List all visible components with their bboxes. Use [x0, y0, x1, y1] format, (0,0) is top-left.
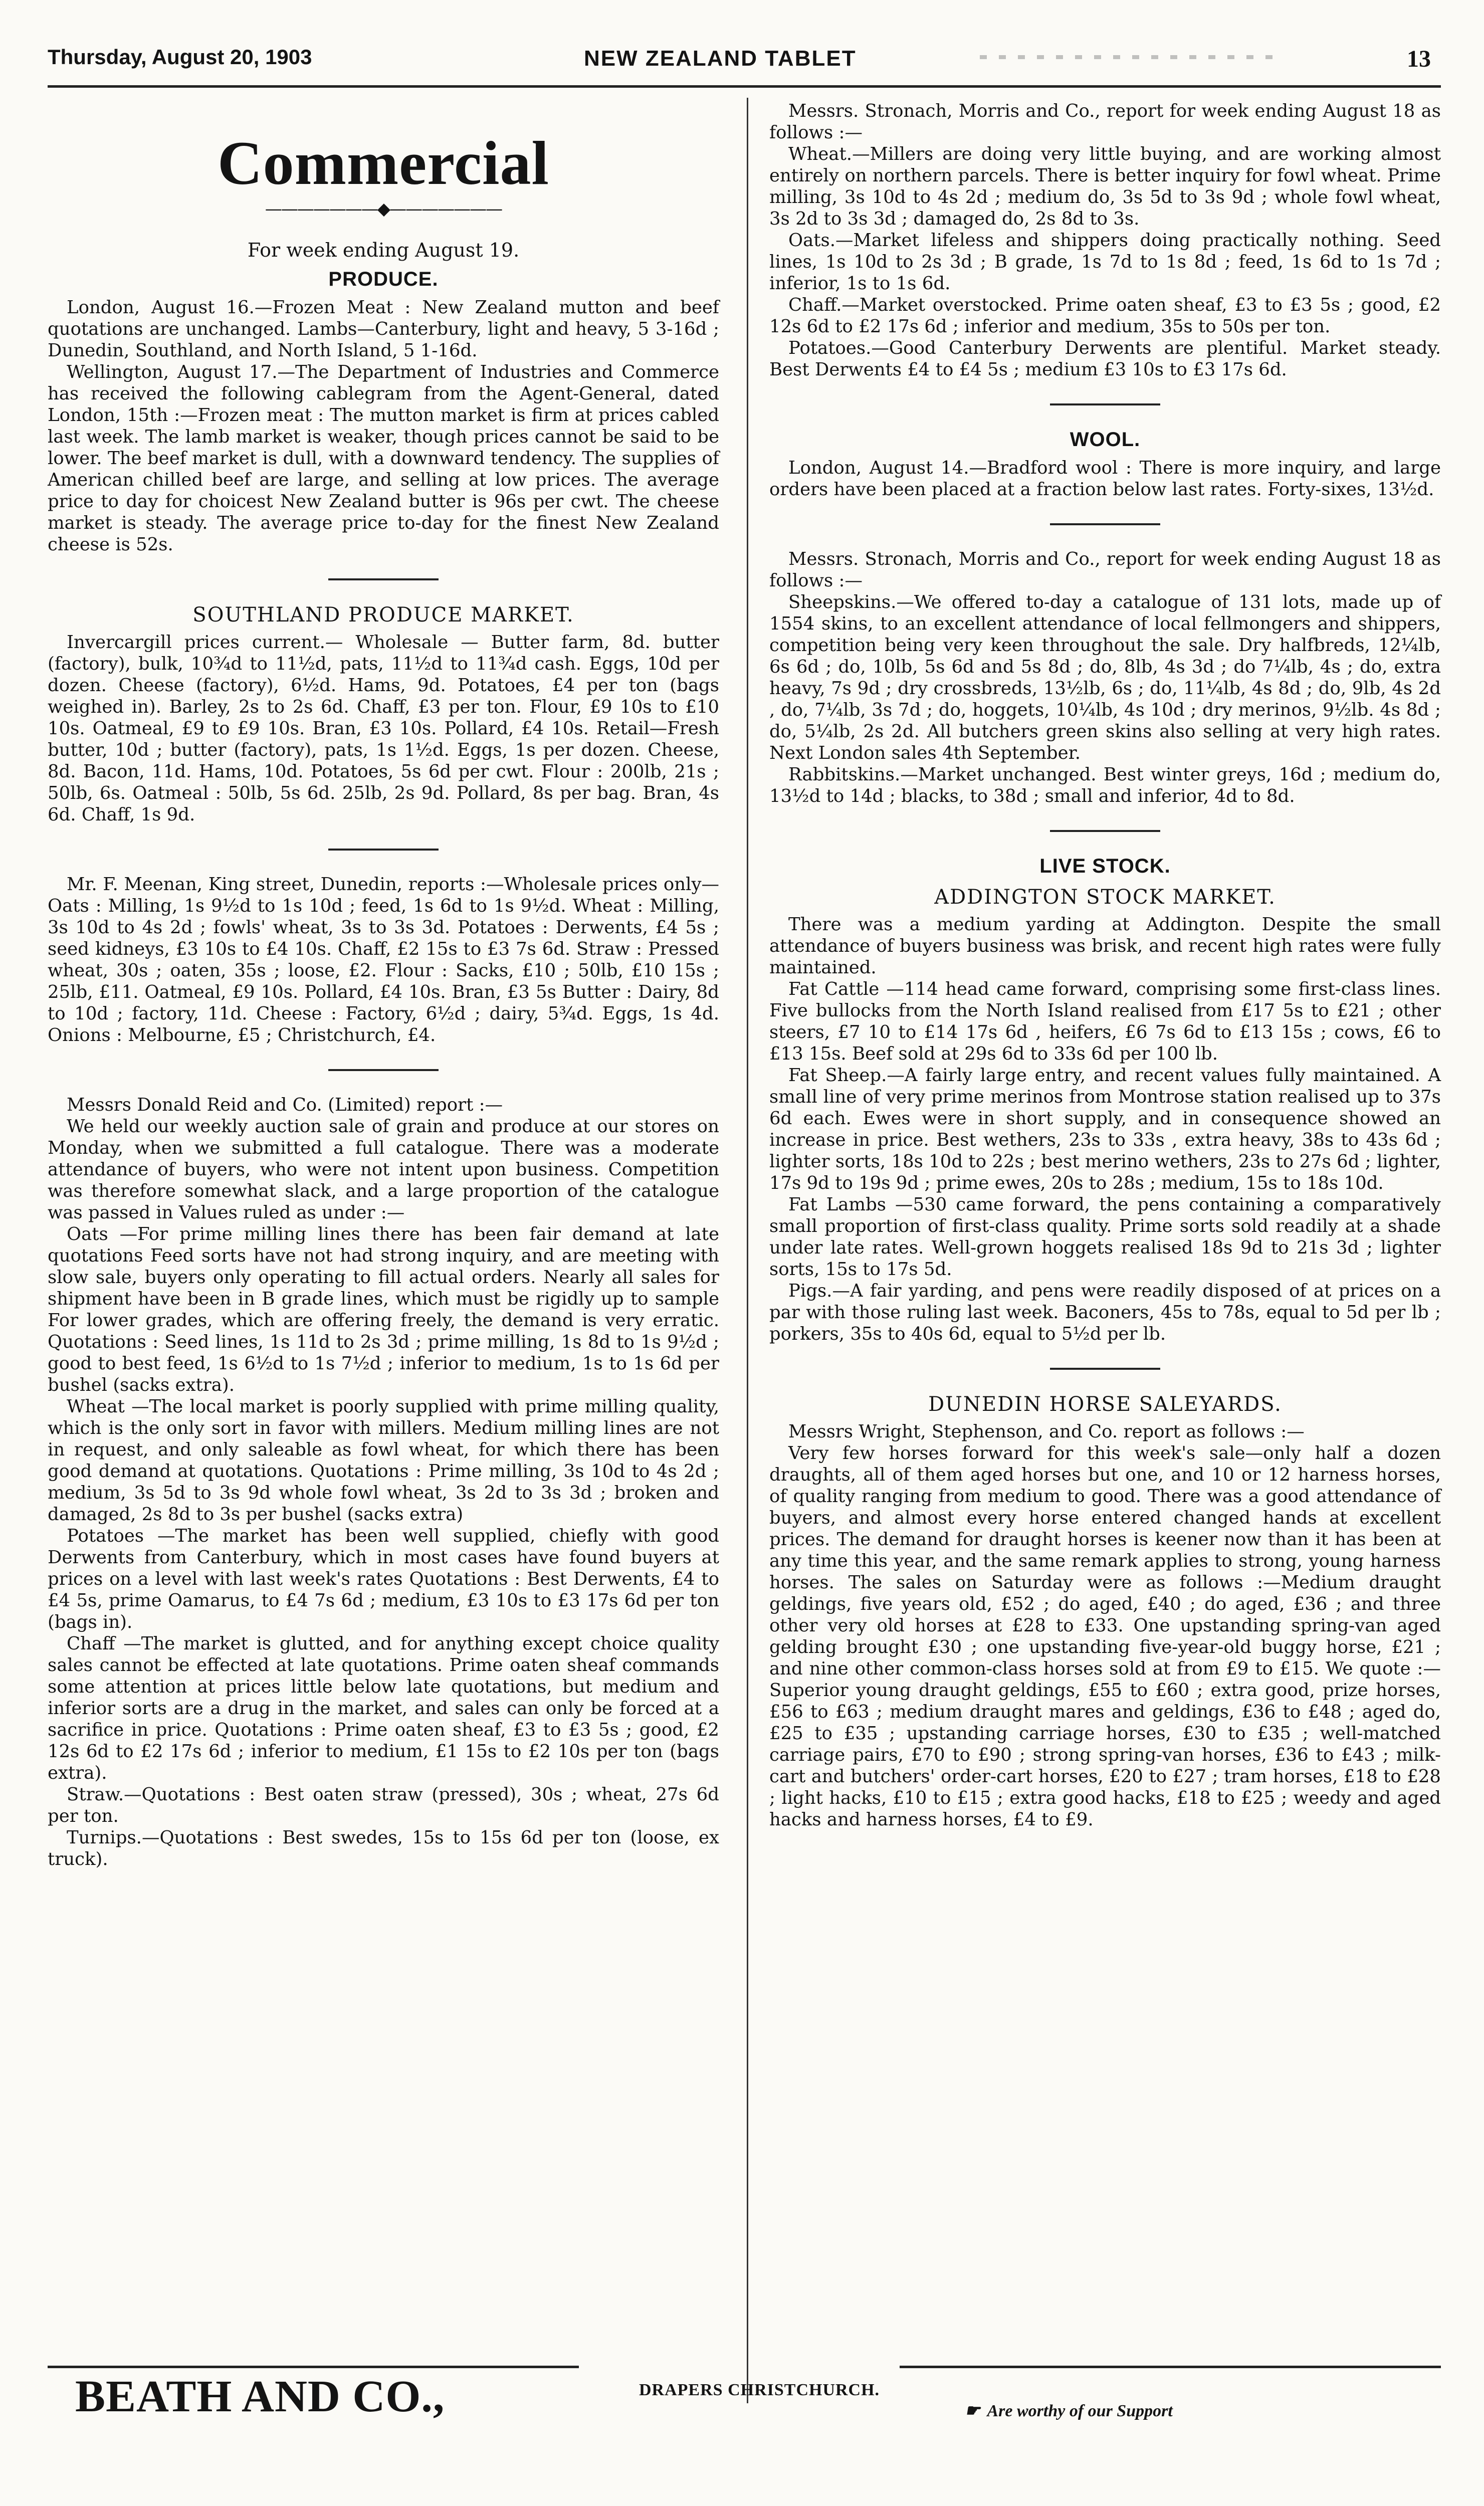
article-paragraph: Chaff —The market is glutted, and for anything except choice quality sales cannot be effected at late quotations. Prime oaten sheaf commands some attention at prices little below late quotations, but medium and inferior sorts are a drug in the market, and sales can only be forced at a sacrifice in price. Quotations : Prime oaten sheaf, £3 to £3 5s ; good, £2 12s 6d to £2 17s 6d ; inferior to medium, £1 15s to £2 10s per ton (bags extra).: [48, 1633, 719, 1783]
article-paragraph: London, August 16.—Frozen Meat : New Zealand mutton and beef quotations are unchanged. Lambs—Canterbury, light and heavy, 5 3-16d ; Dunedin, Southland, and North Island, 5 1-16d.: [48, 297, 719, 361]
article-paragraph: Wheat.—Millers are doing very little buying, and are working almost entirely on northern parcels. There is better inquiry for fowl wheat. Prime milling, 3s 10d to 4s 2d ; medium do, 3s 5d to 3s 9d ; whole fowl wheat, 3s 2d to 3s 3d ; damaged do, 2s 8d to 3s.: [769, 144, 1441, 229]
article-paragraph: Fat Cattle —114 head came forward, comprising some first-class lines. Five bullocks from the North Island realised from £17 5s to £21 ; other steers, £7 10 to £14 17s 6d , heifers, £6 7s 6d to £13 15s ; cows, £6 to £13 15s. Beef sold at 29s 6d to 33s 6d per 100 lb.: [769, 979, 1441, 1064]
masthead-print-noise: [980, 55, 1281, 59]
article-paragraph: Oats —For prime milling lines there has been fair demand at late quotations Feed sorts have not had strong inquiry, and are meeting with slow sale, buyers only operating to fill actual orders. Nearly all sales for shipment have been in B grade lines, which must be rigidly up to sample For lower grades, which are offering freely, the demand is very erratic. Quotations : Seed lines, 1s 11d to 2s 3d ; prime milling, 1s 8d to 1s 9½d ; good to best feed, 1s 6½d to 1s 7½d ; inferior to medium, 1s to 1s 6d per bushel (sacks extra).: [48, 1224, 719, 1395]
article-paragraph: Turnips.—Quotations : Best swedes, 15s to 15s 6d per ton (loose, ex truck).: [48, 1827, 719, 1869]
wool-heading: WOOL.: [1070, 429, 1141, 451]
article-paragraph: Oats.—Market lifeless and shippers doing practically nothing. Seed lines, 1s 10d to 2s 3d ; B grade, 1s 7d to 1s 8d ; feed, 1s 6d to 1s 7d ; inferior, 1s to 1s 6d.: [769, 230, 1441, 294]
week-ending-line: For week ending August 19.: [247, 239, 520, 261]
publication-title: NEW ZEALAND TABLET: [584, 46, 857, 71]
southland-heading: SOUTHLAND PRODUCE MARKET.: [192, 603, 574, 626]
section-heading: Commercial: [218, 129, 549, 197]
article-paragraph: Chaff.—Market overstocked. Prime oaten sheaf, £3 to £3 5s ; good, £2 12s 6d to £2 17s 6d ; inferior and medium, 35s to 50s per ton.: [769, 295, 1441, 337]
addington-heading: ADDINGTON STOCK MARKET.: [934, 886, 1276, 909]
article-paragraph: Mr. F. Meenan, King street, Dunedin, reports :—Wholesale prices only—Oats : Milling, 1s 9½d to 1s 10d ; feed, 1s 6d to 1s 9½d. Wheat : Milling, 3s 10d to 4s 2d ; fowls' wheat, 3s to 3s 3d. Potatoes : Derwents, £4 5s ; seed kidneys, £3 10s to £4 10s. Chaff, £2 15s to £3 7s 6d. Straw : Pressed wheat, 30s ; oaten, 35s ; loose, £2. Flour : Sacks, £10 ; 50lb, £10 15s ; 25lb, £11. Oatmeal, £9 10s. Pollard, £4 10s. Bran, £3 5s Butter : Dairy, 8d to 10d ; factory, 11d. Cheese : Factory, 6½d ; dairy, 5¾d. Eggs, 1s 4d. Onions : Melbourne, £5 ; Christchurch, £4.: [48, 874, 719, 1046]
article-paragraph: There was a medium yarding at Addington. Despite the small attendance of buyers business was brisk, and recent high rates were fully maintained.: [769, 914, 1441, 978]
column-divider: [747, 98, 748, 2403]
article-paragraph: Messrs Wright, Stephenson, and Co. report as follows :—: [788, 1421, 1305, 1442]
article-paragraph: Messrs. Stronach, Morris and Co., report for week ending August 18 as follows :—: [769, 101, 1441, 143]
article-paragraph: Pigs.—A fair yarding, and pens were readily disposed of at prices on a par with those ruling last week. Baconers, 45s to 78s, equal to 5d per lb ; porkers, 35s to 40s 6d, equal to 5½d per lb.: [769, 1281, 1441, 1344]
diamond-rule-ornament: ———————◆———————: [265, 199, 502, 219]
article-paragraph: Wellington, August 17.—The Department of Industries and Commerce has received the following cablegram from the Agent-General, dated London, 15th :—Frozen meat : The mutton market is firm at prices cabled last week. The lamb market is weaker, though prices cannot be said to be lower. The beef market is dull, with a downward tendency. The supplies of American chilled beef are large, and selling at low prices. The average price to day for choicest New Zealand butter is 96s per cwt. The cheese market is steady. The average price to-day for the finest New Zealand cheese is 52s.: [48, 362, 719, 555]
article-paragraph: Sheepskins.—We offered to-day a catalogue of 131 lots, made up of 1554 skins, to an excellent attendance of local fellmongers and shippers, competition being very keen throughout the sale. Dry halfbreds, 12¼lb, 6s 6d ; do, 10lb, 5s 6d and 5s 8d ; do, 8lb, 4s 3d ; do 7¼lb, 4s ; do, extra heavy, 7s 9d ; dry crossbreds, 13½lb, 6s ; do, 11¼lb, 4s 8d ; do, 9lb, 4s 2d , do, 7¼lb, 3s 7d ; do, hoggets, 10¼lb, 4s 10d ; dry merinos, 9½lb. 4s 8d ; do, 5¼lb, 2s 2d. All butchers green skins also selling at very high rates. Next London sales 4th September.: [769, 592, 1441, 763]
article-paragraph: Messrs Donald Reid and Co. (Limited) report :—: [67, 1095, 503, 1115]
ad-slogan: Are worthy of our Support: [987, 2402, 1173, 2420]
advertisement-strip: [48, 2351, 1441, 2451]
pointing-hand-icon: ☛: [965, 2402, 980, 2420]
article-paragraph: We held our weekly auction sale of grain and produce at our stores on Monday, when we submitted a full catalogue. There was a moderate attendance of buyers, who were not intent upon business. Competition was therefore somewhat slack, and a large proportion of the catalogue was passed in Values ruled as under :—: [48, 1116, 719, 1223]
advertiser-name: BEATH AND CO.,: [75, 2372, 445, 2421]
section-separator: [328, 1069, 439, 1071]
left-column: [48, 100, 719, 1870]
section-separator: [1050, 523, 1160, 525]
page-number: 13: [1407, 46, 1431, 72]
article-paragraph: Messrs. Stronach, Morris and Co., report for week ending August 18 as follows :—: [769, 549, 1441, 591]
ad-rule-right: [900, 2366, 1441, 2368]
article-paragraph: Wheat —The local market is poorly supplied with prime milling quality, which is the only sort in favor with millers. Medium milling lines are not in request, and only saleable as fowl wheat, for which there has been good demand at quotations. Quotations : Prime milling, 3s 10d to 4s 2d ; medium, 3s 5d to 3s 9d whole fowl wheat, 3s 2d to 3s 3d ; broken and damaged, 2s 8d to 3s per bushel (sacks extra): [48, 1396, 719, 1525]
article-paragraph: Fat Lambs —530 came forward, the pens containing a comparatively small proportion of first-class quality. Prime sorts sold readily at a shade under late rates. Well-grown hoggets realised 18s 9d to 21s 3d ; lighter sorts, 15s to 17s 5d.: [769, 1194, 1441, 1280]
section-separator: [328, 578, 439, 580]
article-paragraph: Very few horses forward for this week's sale—only half a dozen draughts, all of them aged horses but one, and 10 or 12 harness horses, of quality ranging from medium to good. There was a good attendance of buyers, and almost every horse entered changed hands at excellent prices. The demand for draught horses is keener now than it has been at any time this year, and the same remark applies to strong, young harness horses. The sales on Saturday were as follows :—Medium draught geldings, five years old, £52 ; do aged, £40 ; do aged, £36 ; and three other very old horses at £28 to £33. One upstanding spring-van aged gelding brought £30 ; one upstanding five-year-old buggy horse, £21 ; and nine other common-class horses sold at from £9 to £15. We quote :—Superior young draught geldings, £55 to £60 ; extra good, prize horses, £56 to £63 ; medium draught mares and geldings, £36 to £48 ; aged do, £25 to £35 ; upstanding carriage horses, £30 to £35 ; well-matched carriage pairs, £70 to £90 ; strong spring-van horses, £36 to £43 ; milk-cart and butchers' order-cart horses, £20 to £27 ; tram horses, £18 to £28 ; light hacks, £10 to £15 ; extra good hacks, £18 to £25 ; weedy and aged hacks and harness horses, £4 to £9.: [769, 1443, 1441, 1830]
newspaper-page: [48, 35, 1441, 2506]
masthead-rule: [48, 85, 1441, 88]
section-separator: [1050, 1368, 1160, 1370]
advertiser-trade: DRAPERS CHRISTCHURCH.: [639, 2381, 880, 2399]
article-paragraph: London, August 14.—Bradford wool : There is more inquiry, and large orders have been placed at a fraction below last rates. Forty-sixes, 13½d.: [769, 458, 1441, 500]
horse-saleyards-heading: DUNEDIN HORSE SALEYARDS.: [928, 1393, 1282, 1416]
section-separator: [328, 849, 439, 851]
masthead: [48, 35, 1441, 95]
section-separator: [1050, 830, 1160, 832]
livestock-heading: LIVE STOCK.: [1039, 855, 1171, 877]
ad-rule-left: [48, 2366, 579, 2368]
issue-date: Thursday, August 20, 1903: [48, 45, 312, 69]
article-paragraph: Potatoes.—Good Canterbury Derwents are plentiful. Market steady. Best Derwents £4 to £4 5s ; medium £3 10s to £3 17s 6d.: [769, 338, 1441, 380]
produce-heading: PRODUCE.: [328, 268, 439, 290]
article-paragraph: Straw.—Quotations : Best oaten straw (pressed), 30s ; wheat, 27s 6d per ton.: [48, 1784, 719, 1826]
right-column: [769, 100, 1441, 1830]
article-paragraph: Rabbitskins.—Market unchanged. Best winter greys, 16d ; medium do, 13½d to 14d ; blacks, to 38d ; small and inferior, 4d to 8d.: [769, 764, 1441, 806]
ad-slogan-line: [965, 2401, 1173, 2421]
article-paragraph: Fat Sheep.—A fairly large entry, and recent values fully maintained. A small line of very prime merinos from Montrose station realised up to 37s 6d each. Ewes were in short supply, and in consequence showed an increase in price. Best wethers, 23s to 33s , extra heavy, 38s to 43s 6d ; lighter sorts, 18s 10d to 22s ; best merino wethers, 23s to 27s 6d ; lighter, 17s 9d to 19s 9d ; prime ewes, 20s to 28s ; medium, 15s to 18s 10d.: [769, 1065, 1441, 1193]
article-paragraph: Invercargill prices current.— Wholesale — Butter farm, 8d. butter (factory), bulk, 10¾d to 11½d, pats, 11½d to 11¾d cash. Eggs, 10d per dozen. Cheese (factory), 6½d. Hams, 9d. Potatoes, £4 per ton (bags weighed in). Barley, 2s to 2s 6d. Chaff, £3 per ton. Flour, £9 10s to £10 10s. Oatmeal, £9 to £9 10s. Bran, £3 10s. Pollard, £4 10s. Retail—Fresh butter, 10d ; butter (factory), pats, 1s 1½d. Eggs, 1s per dozen. Cheese, 8d. Bacon, 11d. Hams, 10d. Potatoes, 5s 6d per cwt. Flour : 200lb, 21s ; 50lb, 6s. Oatmeal : 50lb, 5s 6d. 25lb, 2s 9d. Pollard, 8s per bag. Bran, 4s 6d. Chaff, 1s 9d.: [48, 632, 719, 825]
section-separator: [1050, 403, 1160, 405]
article-paragraph: Potatoes —The market has been well supplied, chiefly with good Derwents from Canterbury, which in most cases have found buyers at prices on a level with last week's rates Quotations : Best Derwents, £4 to £4 5s, prime Oamarus, to £4 7s 6d ; medium, £3 10s to £3 17s 6d per ton (bags in).: [48, 1526, 719, 1632]
